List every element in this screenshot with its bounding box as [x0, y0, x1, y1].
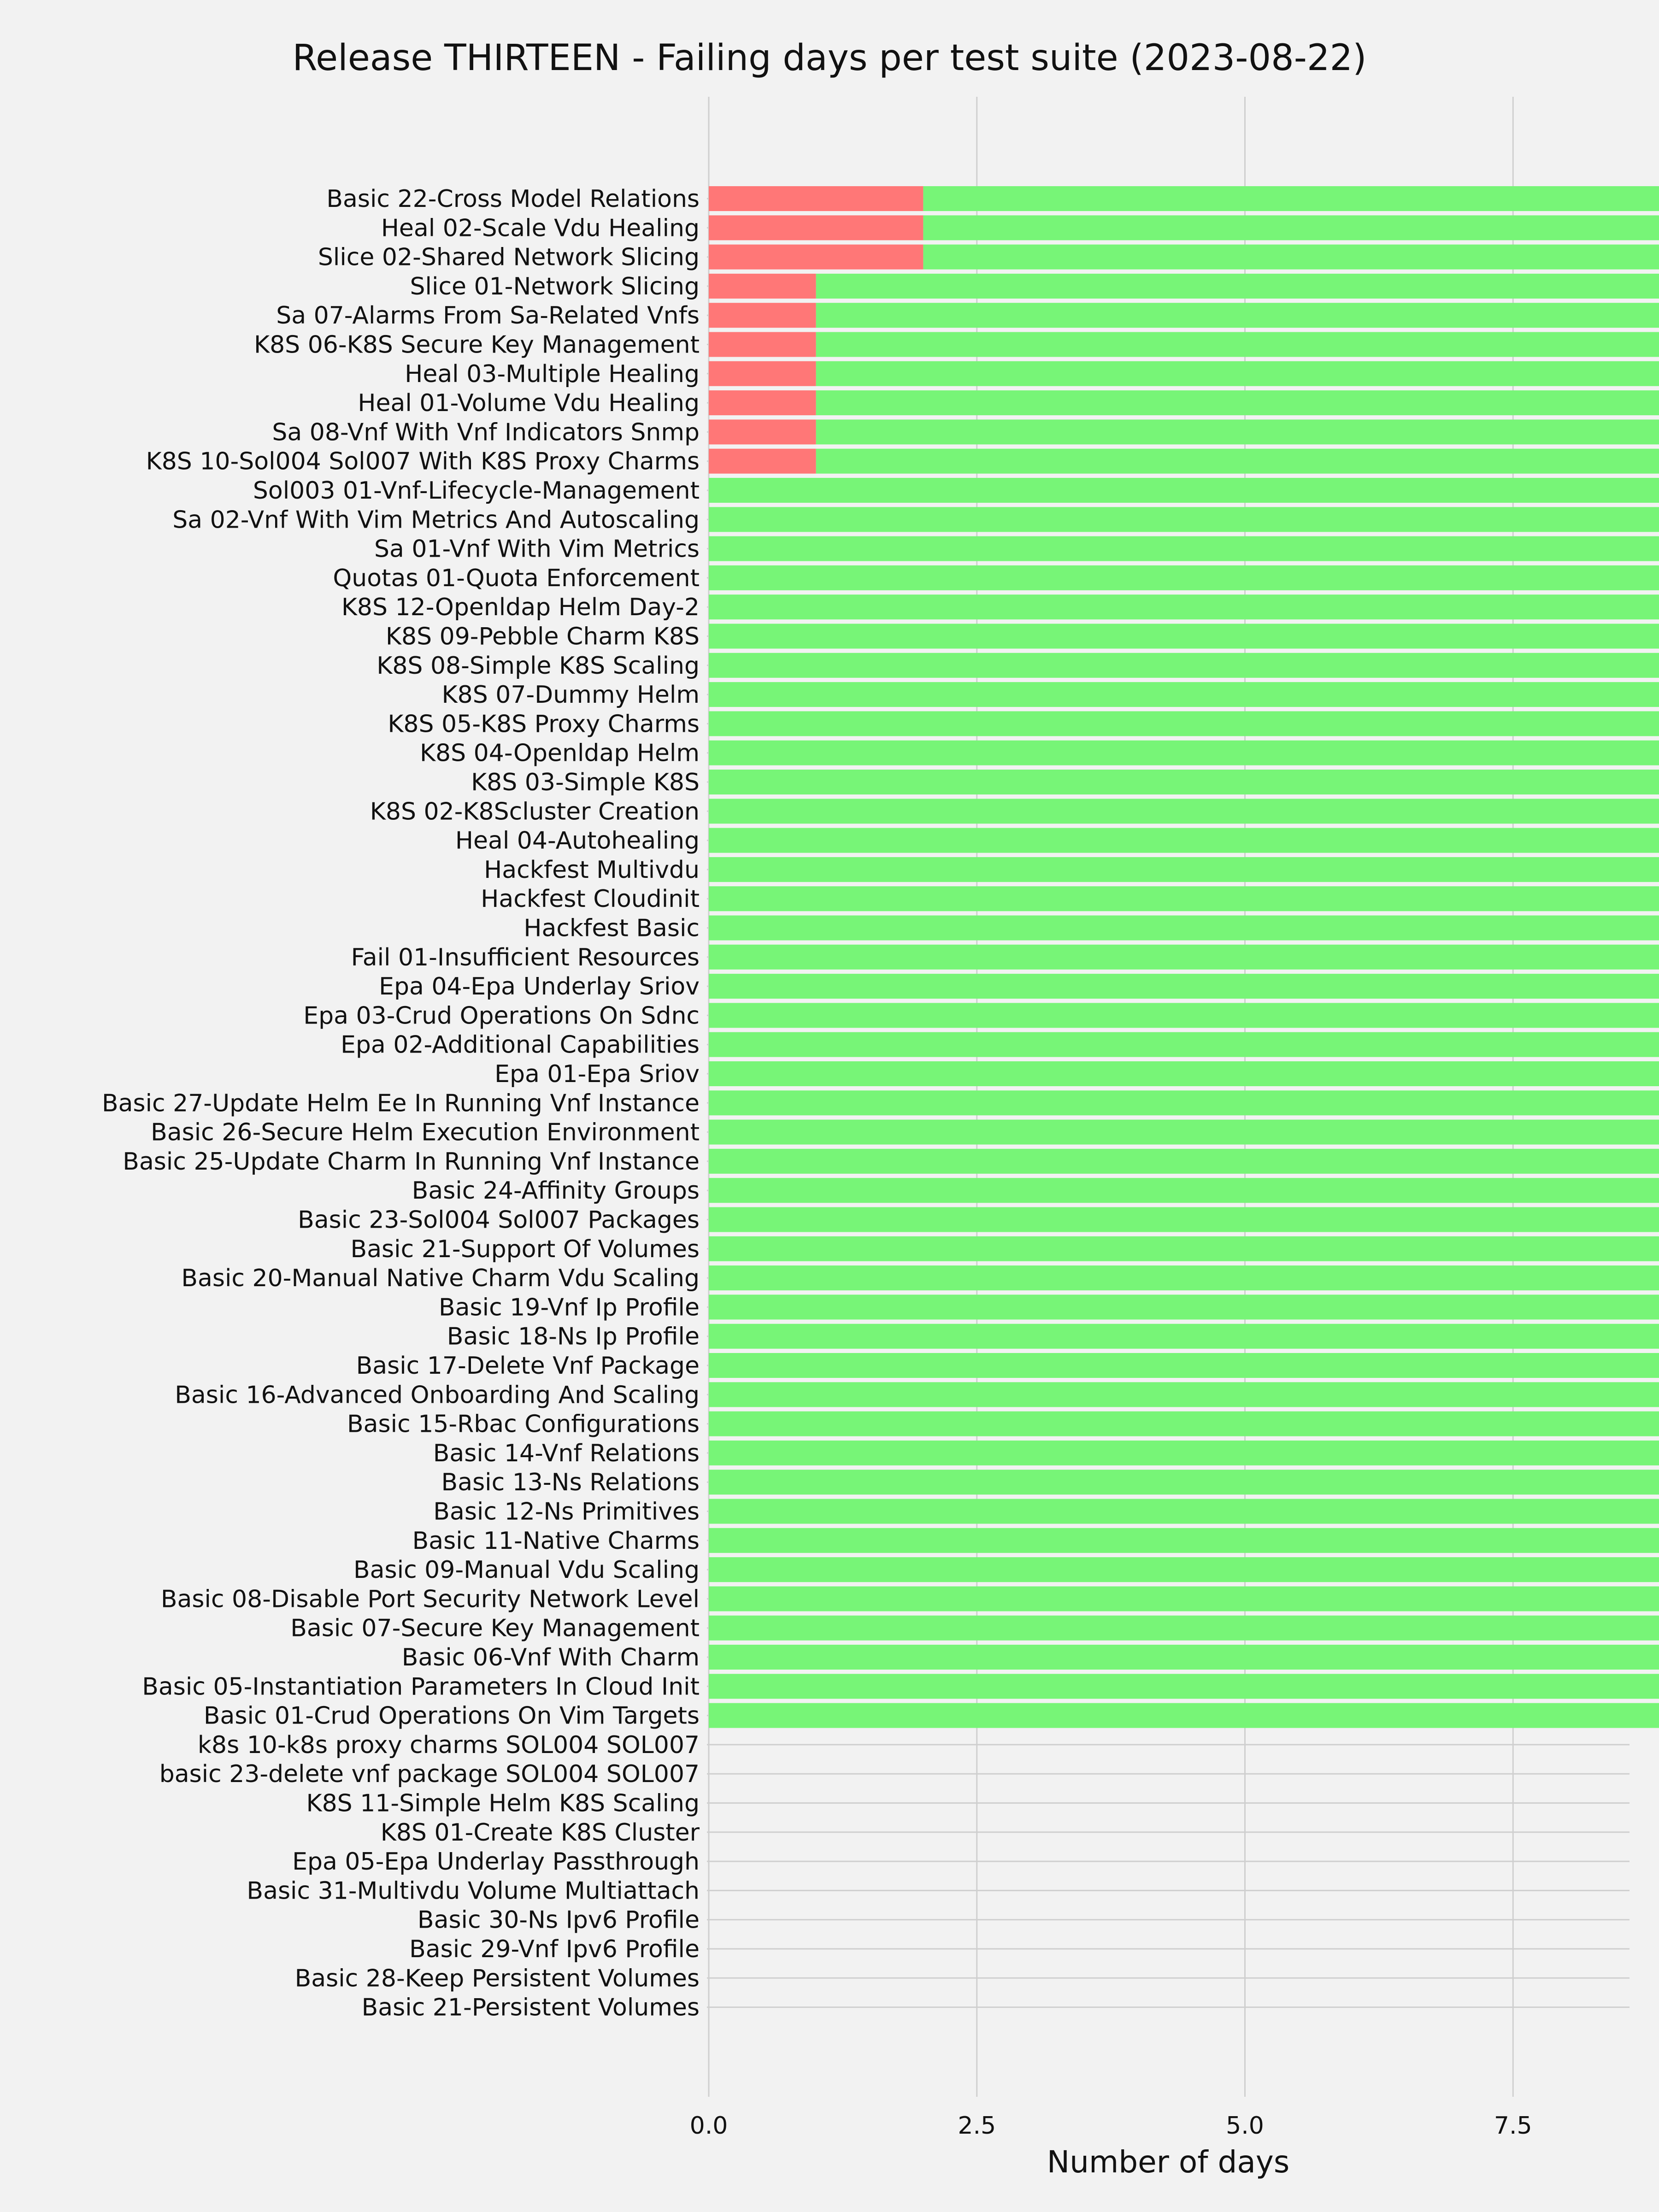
x-tick-label: 2.5: [958, 2112, 996, 2140]
category-label: Heal 01-Volume Vdu Healing: [358, 389, 700, 418]
category-label: Fail 01-Insufficient Resources: [351, 943, 700, 971]
passing-days-bar: [709, 1616, 1659, 1641]
category-label: Epa 01-Epa Sriov: [494, 1060, 700, 1088]
category-label: K8S 07-Dummy Helm: [441, 681, 700, 709]
category-label: Sa 01-Vnf With Vim Metrics: [374, 535, 700, 563]
category-label: Basic 17-Delete Vnf Package: [356, 1352, 700, 1380]
passing-days-bar: [709, 1324, 1659, 1349]
x-tick-label: 7.5: [1494, 2112, 1532, 2140]
passing-days-bar: [709, 916, 1659, 941]
passing-days-bar: [709, 1703, 1659, 1728]
passing-days-bar: [923, 245, 1659, 270]
category-label: basic 23-delete vnf package SOL004 SOL007: [159, 1760, 700, 1788]
category-label: Basic 16-Advanced Onboarding And Scaling: [175, 1381, 700, 1409]
category-label: Basic 31-Multivdu Volume Multiattach: [247, 1877, 700, 1905]
x-axis-title: Number of days: [1047, 2144, 1290, 2180]
category-label: Basic 11-Native Charms: [412, 1527, 700, 1555]
category-label: K8S 06-K8S Secure Key Management: [253, 331, 700, 359]
category-label: Basic 28-Keep Persistent Volumes: [294, 1965, 700, 1993]
category-label: Epa 03-Crud Operations On Sdnc: [303, 1002, 700, 1030]
category-label: Sa 08-Vnf With Vnf Indicators Snmp: [272, 418, 700, 447]
category-label: Basic 05-Instantiation Parameters In Cloud Init: [142, 1673, 700, 1701]
chart-title: Release THIRTEEN - Failing days per test suite (2023-08-22): [292, 37, 1367, 79]
category-label: Hackfest Multivdu: [484, 856, 700, 884]
passing-days-bar: [709, 711, 1659, 736]
passing-days-bar: [816, 303, 1659, 328]
passing-days-bar: [816, 274, 1659, 299]
passing-days-bar: [709, 1003, 1659, 1028]
category-label: Slice 02-Shared Network Slicing: [318, 243, 700, 271]
category-label: Basic 30-Ns Ipv6 Profile: [417, 1906, 700, 1934]
category-label: K8S 12-Openldap Helm Day-2: [341, 594, 700, 622]
passing-days-bar: [709, 682, 1659, 707]
category-label: Basic 13-Ns Relations: [441, 1469, 700, 1497]
passing-days-bar: [709, 1645, 1659, 1670]
category-label: K8S 05-K8S Proxy Charms: [388, 710, 700, 738]
category-label: Epa 05-Epa Underlay Passthrough: [292, 1848, 700, 1876]
x-tick-label: 0.0: [689, 2112, 728, 2140]
passing-days-bar: [816, 449, 1659, 474]
category-label: Basic 25-Update Charm In Running Vnf Instance: [123, 1147, 700, 1176]
passing-days-bar: [816, 419, 1659, 444]
passing-days-bar: [709, 1586, 1659, 1611]
passing-days-bar: [816, 390, 1659, 415]
failing-days-bar: [709, 332, 816, 357]
category-label: Sa 02-Vnf With Vim Metrics And Autoscaling: [172, 506, 700, 534]
passing-days-bar: [709, 1061, 1659, 1086]
category-label: Basic 18-Ns Ip Profile: [447, 1323, 700, 1351]
passing-days-bar: [709, 1149, 1659, 1174]
passing-days-bar: [709, 1674, 1659, 1699]
failing-days-bar: [709, 390, 816, 415]
category-label: Basic 21-Persistent Volumes: [361, 1994, 700, 2022]
category-label: Heal 04-Autohealing: [455, 827, 700, 855]
category-label: K8S 11-Simple Helm K8S Scaling: [306, 1789, 700, 1818]
passing-days-bar: [709, 1236, 1659, 1261]
passing-days-bar: [709, 1265, 1659, 1290]
passing-days-bar: [709, 1528, 1659, 1553]
passing-days-bar: [709, 1557, 1659, 1582]
passing-days-bar: [923, 186, 1659, 211]
category-label: Hackfest Cloudinit: [481, 885, 700, 913]
category-label: K8S 08-Simple K8S Scaling: [377, 652, 700, 680]
category-label: Basic 14-Vnf Relations: [433, 1439, 700, 1467]
passing-days-bar: [709, 653, 1659, 678]
category-label: Basic 12-Ns Primitives: [433, 1498, 700, 1526]
category-label: Heal 03-Multiple Healing: [405, 360, 700, 388]
category-label: K8S 01-Create K8S Cluster: [380, 1818, 700, 1847]
failing-days-bar: [709, 361, 816, 386]
category-label: K8S 03-Simple K8S: [471, 769, 700, 796]
passing-days-bar: [709, 1090, 1659, 1115]
category-label: Heal 02-Scale Vdu Healing: [381, 214, 700, 242]
passing-days-bar: [709, 594, 1659, 619]
passing-days-bar: [709, 478, 1659, 503]
passing-days-bar: [709, 770, 1659, 794]
category-label: Quotas 01-Quota Enforcement: [333, 564, 700, 592]
failing-days-bar: [709, 303, 816, 328]
passing-days-bar: [709, 1178, 1659, 1203]
category-label: Basic 22-Cross Model Relations: [326, 185, 700, 213]
category-label: Basic 15-Rbac Configurations: [347, 1410, 700, 1438]
passing-days-bar: [709, 799, 1659, 824]
category-label: Basic 26-Secure Helm Execution Environment: [151, 1118, 700, 1147]
failing-days-bar: [709, 215, 923, 240]
category-label: k8s 10-k8s proxy charms SOL004 SOL007: [197, 1731, 700, 1759]
category-label: Basic 24-Affinity Groups: [412, 1177, 700, 1205]
passing-days-bar: [709, 1382, 1659, 1407]
category-label: Epa 02-Additional Capabilities: [341, 1031, 700, 1059]
category-label: Epa 04-Epa Underlay Sriov: [379, 973, 700, 1001]
category-label: Hackfest Basic: [524, 914, 700, 942]
passing-days-bar: [816, 332, 1659, 357]
category-label: Sa 07-Alarms From Sa-Related Vnfs: [276, 302, 700, 330]
passing-days-bar: [923, 215, 1659, 240]
category-label: K8S 10-Sol004 Sol007 With K8S Proxy Charms: [146, 447, 700, 476]
passing-days-bar: [709, 507, 1659, 532]
category-label: Basic 20-Manual Native Charm Vdu Scaling: [181, 1265, 700, 1293]
passing-days-bar: [709, 536, 1659, 561]
failing-days-bar: [709, 274, 816, 299]
x-tick-label: 5.0: [1226, 2112, 1264, 2140]
passing-days-bar: [709, 1353, 1659, 1378]
category-label: Sol003 01-Vnf-Lifecycle-Management: [253, 477, 700, 505]
category-label: K8S 09-Pebble Charm K8S: [385, 623, 700, 651]
passing-days-bar: [709, 741, 1659, 765]
passing-days-bar: [709, 1412, 1659, 1436]
category-label: Basic 27-Update Helm Ee In Running Vnf Instance: [101, 1089, 700, 1118]
failing-days-bar: [709, 186, 923, 211]
passing-days-bar: [709, 1499, 1659, 1524]
failing-days-bar: [709, 245, 923, 270]
category-label: Basic 21-Support Of Volumes: [350, 1235, 700, 1263]
passing-days-bar: [709, 857, 1659, 882]
category-label: Basic 01-Crud Operations On Vim Targets: [203, 1702, 700, 1730]
passing-days-bar: [709, 624, 1659, 649]
category-label: Basic 06-Vnf With Charm: [401, 1644, 700, 1671]
category-label: Basic 23-Sol004 Sol007 Packages: [298, 1206, 700, 1234]
passing-days-bar: [709, 1120, 1659, 1145]
category-label: Slice 01-Network Slicing: [410, 272, 700, 300]
passing-days-bar: [709, 945, 1659, 970]
category-label: K8S 04-Openldap Helm: [419, 739, 700, 767]
failing-days-bar: [709, 419, 816, 444]
passing-days-bar: [816, 361, 1659, 386]
failing-days-bar: [709, 449, 816, 474]
passing-days-bar: [709, 828, 1659, 853]
passing-days-bar: [709, 565, 1659, 590]
passing-days-bar: [709, 1032, 1659, 1057]
category-label: Basic 09-Manual Vdu Scaling: [353, 1556, 700, 1584]
passing-days-bar: [709, 1470, 1659, 1494]
passing-days-bar: [709, 1441, 1659, 1465]
passing-days-bar: [709, 1207, 1659, 1232]
passing-days-bar: [709, 974, 1659, 999]
passing-days-bar: [709, 886, 1659, 911]
category-label: Basic 19-Vnf Ip Profile: [438, 1294, 700, 1322]
category-label: Basic 07-Secure Key Management: [290, 1614, 700, 1642]
category-label: Basic 08-Disable Port Security Network Level: [160, 1585, 700, 1613]
category-label: K8S 02-K8Scluster Creation: [370, 798, 700, 826]
passing-days-bar: [709, 1294, 1659, 1319]
category-label: Basic 29-Vnf Ipv6 Profile: [409, 1936, 700, 1963]
